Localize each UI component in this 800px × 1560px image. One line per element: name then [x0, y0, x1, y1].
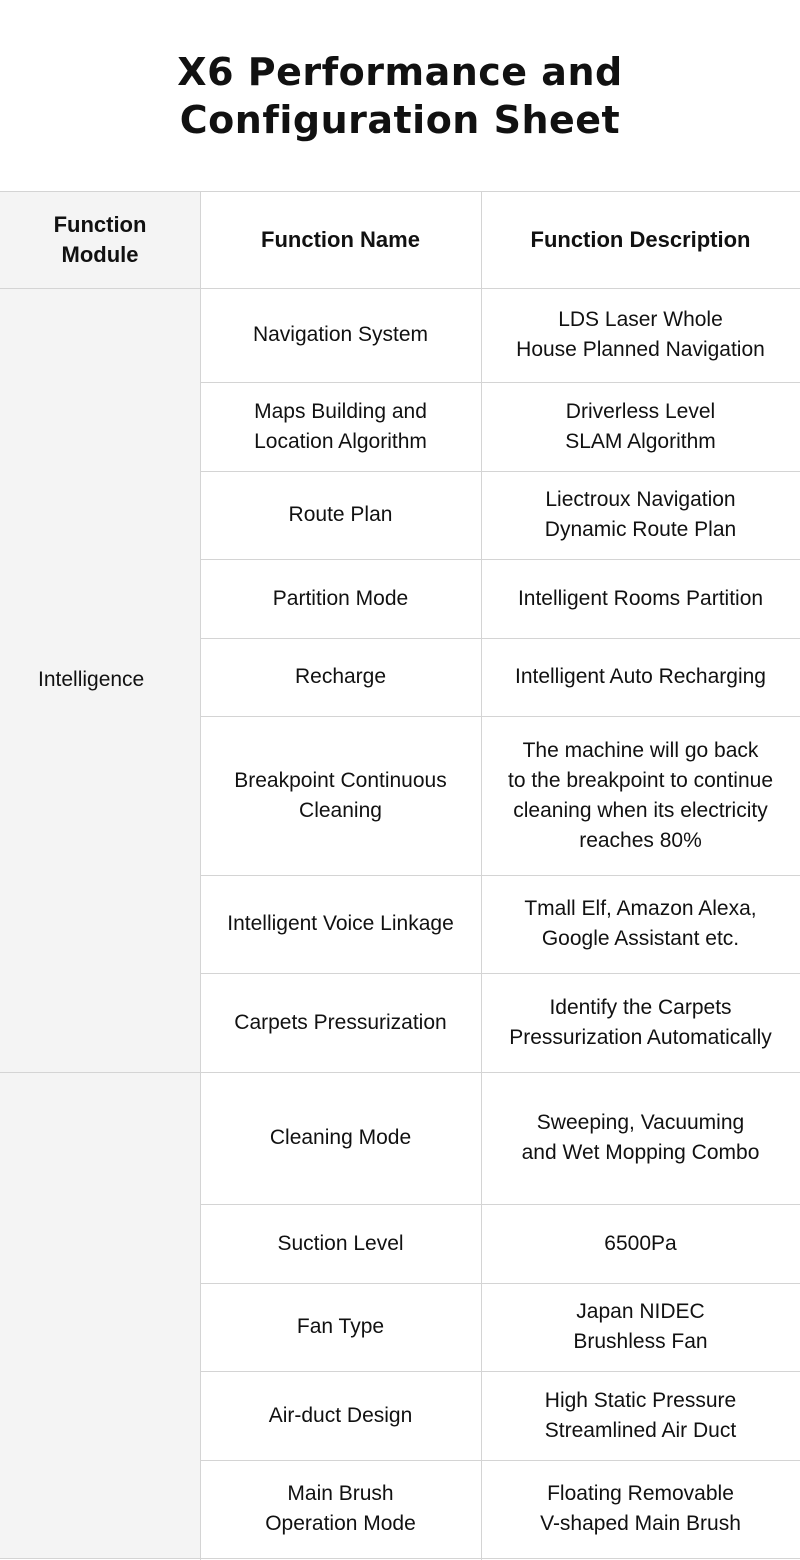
function-name-cell: Breakpoint Continuous Cleaning	[234, 768, 447, 822]
function-name-cell: Partition Mode	[272, 586, 409, 610]
function-description-cell: LDS Laser Whole House Planned Navigation	[516, 308, 765, 361]
function-description-cell: Identify the Carpets Pressurization Automatically	[509, 995, 772, 1049]
function-description-cell: Sweeping, Vacuuming and Wet Mopping Combo	[521, 1111, 760, 1164]
function-name-cell: Main Brush Operation Mode	[265, 1482, 416, 1535]
function-description-cell: Intelligent Rooms Partition	[517, 586, 764, 610]
column-divider-1	[200, 191, 201, 1560]
function-name-cell: Route Plan	[288, 503, 393, 526]
function-description-cell: Floating Removable V-shaped Main Brush	[540, 1482, 741, 1535]
function-name-cell: Suction Level	[277, 1231, 404, 1255]
title-line-1: X6 Performance and	[177, 50, 623, 94]
function-description-cell: Japan NIDEC Brushless Fan	[573, 1300, 708, 1353]
function-description-cell: 6500Pa	[604, 1231, 677, 1255]
module-cell: Intelligence	[38, 668, 145, 691]
function-description-cell: High Static Pressure Streamlined Air Duct	[544, 1388, 737, 1442]
function-description-cell: Driverless Level SLAM Algorithm	[565, 399, 716, 453]
module-cell	[0, 1072, 200, 1558]
function-name-cell: Maps Building and Location Algorithm	[254, 399, 427, 453]
function-description-cell: Tmall Elf, Amazon Alexa, Google Assistant etc.	[524, 897, 757, 950]
function-description-cell: Intelligent Auto Recharging	[514, 665, 766, 688]
title-line-2: Configuration Sheet	[179, 98, 621, 142]
group-divider	[0, 1558, 800, 1559]
function-name-cell: Cleaning Mode	[269, 1126, 412, 1149]
function-name-cell: Carpets Pressurization	[234, 1010, 447, 1034]
header-function-description: Function Description	[530, 226, 751, 252]
function-name-cell: Fan Type	[296, 1315, 385, 1338]
function-name-cell: Intelligent Voice Linkage	[227, 912, 454, 935]
header-function-module: Function Module	[53, 211, 147, 267]
column-divider-2	[481, 191, 482, 1560]
function-description-cell: The machine will go back to the breakpoint to continue cleaning when its electricity reaches 80%	[507, 738, 774, 852]
table-top-border	[0, 191, 800, 192]
function-description-cell: Liectroux Navigation Dynamic Route Plan	[544, 488, 737, 541]
function-name-cell: Recharge	[294, 665, 387, 688]
header-function-name: Function Name	[261, 226, 420, 252]
function-name-cell: Navigation System	[252, 323, 429, 346]
page-title	[0, 48, 800, 144]
function-name-cell: Air-duct Design	[268, 1403, 413, 1427]
